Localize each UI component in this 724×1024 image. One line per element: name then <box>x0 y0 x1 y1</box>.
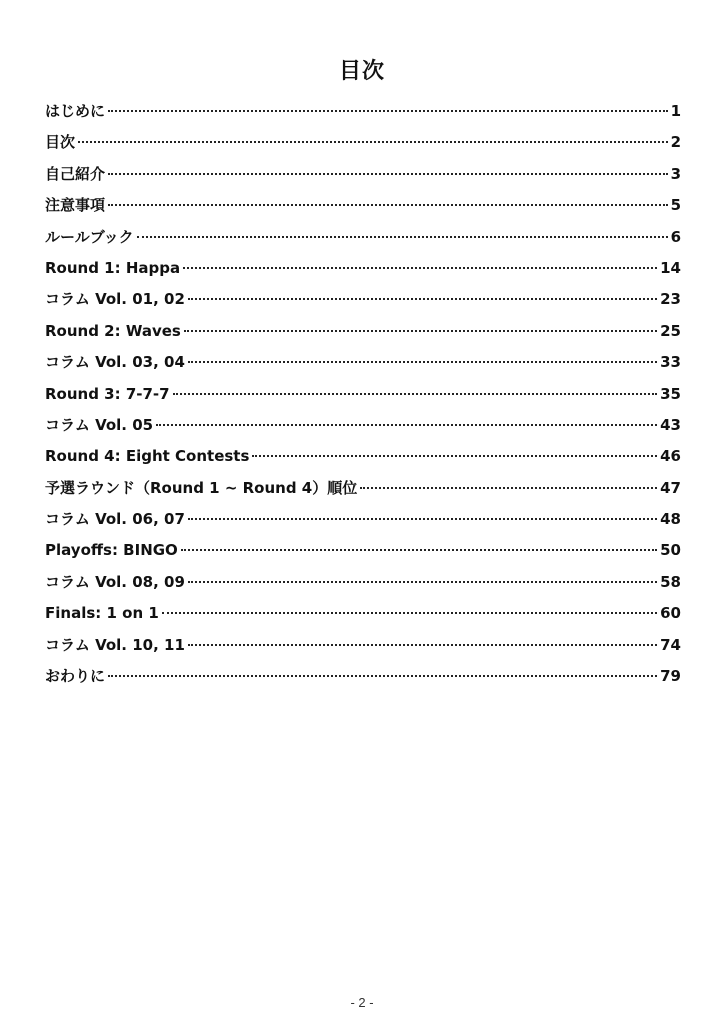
table-of-contents <box>45 96 681 692</box>
toc-entry-label: Round 3: 7-7-7 <box>45 384 170 403</box>
toc-entry-finals[interactable] <box>45 598 681 629</box>
toc-entry-page-number: 35 <box>660 384 681 403</box>
toc-entry-label: 予選ラウンド（Round 1 ~ Round 4）順位 <box>45 478 358 497</box>
toc-entry-column-06-07[interactable] <box>45 504 681 535</box>
toc-entry-round-4[interactable] <box>45 441 681 472</box>
toc-entry-label: コラム Vol. 10, 11 <box>45 635 185 654</box>
toc-entry-label: Round 2: Waves <box>45 321 181 340</box>
toc-entry-label: おわりに <box>45 667 106 686</box>
toc-entry-label: Playoffs: BINGO <box>45 541 178 560</box>
toc-entry-page-number: 46 <box>660 447 681 466</box>
toc-entry-page-number: 3 <box>670 164 681 183</box>
toc-entry-page-number: 74 <box>660 635 681 654</box>
toc-entry-label: Round 1: Happa <box>45 258 181 277</box>
toc-entry-round-3[interactable] <box>45 379 681 410</box>
dot-leader <box>252 455 657 457</box>
toc-entry-owarini[interactable] <box>45 661 681 692</box>
toc-entry-page-number: 2 <box>670 133 681 152</box>
toc-entry-label: 自己紹介 <box>45 164 106 183</box>
dot-leader <box>173 393 658 395</box>
toc-entry-label: Finals: 1 on 1 <box>45 604 159 623</box>
dot-leader <box>184 330 657 332</box>
toc-entry-column-10-11[interactable] <box>45 630 681 661</box>
toc-entry-page-number: 1 <box>670 102 681 120</box>
dot-leader <box>156 424 657 426</box>
toc-entry-column-03-04[interactable] <box>45 347 681 378</box>
dot-leader <box>108 204 668 206</box>
toc-entry-label: Round 4: Eight Contests <box>45 447 250 466</box>
toc-entry-page-number: 23 <box>660 290 681 309</box>
toc-entry-preliminary-ranking[interactable] <box>45 473 681 504</box>
toc-entry-notes[interactable] <box>45 190 681 221</box>
dot-leader <box>78 141 668 143</box>
dot-leader <box>183 267 657 269</box>
toc-entry-column-01-02[interactable] <box>45 284 681 315</box>
toc-entry-label: コラム Vol. 01, 02 <box>45 290 185 309</box>
toc-entry-page-number: 50 <box>660 541 681 560</box>
toc-entry-page-number: 25 <box>660 321 681 340</box>
dot-leader <box>188 298 657 300</box>
toc-entry-playoffs[interactable] <box>45 535 681 566</box>
toc-entry-label: 目次 <box>45 133 76 152</box>
toc-entry-label: コラム Vol. 03, 04 <box>45 353 185 372</box>
page-footer-number: - 2 - <box>350 995 374 1010</box>
dot-leader <box>188 644 657 646</box>
dot-leader <box>108 675 657 677</box>
dot-leader <box>360 487 657 489</box>
toc-entry-label: ルールブック <box>45 227 134 246</box>
toc-entry-page-number: 33 <box>660 353 681 372</box>
toc-entry-label: コラム Vol. 05 <box>45 415 154 434</box>
dot-leader <box>188 581 657 583</box>
toc-entry-self-introduction[interactable] <box>45 159 681 190</box>
toc-entry-page-number: 6 <box>670 227 681 246</box>
toc-entry-page-number: 5 <box>670 196 681 215</box>
toc-entry-page-number: 48 <box>660 510 681 529</box>
toc-entry-page-number: 79 <box>660 667 681 686</box>
toc-entry-page-number: 60 <box>660 604 681 623</box>
dot-leader <box>188 361 657 363</box>
toc-entry-column-08-09[interactable] <box>45 567 681 598</box>
toc-entry-page-number: 14 <box>660 258 681 277</box>
dot-leader <box>162 612 657 614</box>
toc-entry-label: はじめに <box>45 102 106 120</box>
toc-entry-label: コラム Vol. 08, 09 <box>45 572 185 591</box>
toc-entry-round-2[interactable] <box>45 316 681 347</box>
toc-entry-label: コラム Vol. 06, 07 <box>45 510 185 529</box>
toc-entry-mokuji[interactable] <box>45 127 681 158</box>
dot-leader <box>188 518 657 520</box>
dot-leader <box>108 173 668 175</box>
toc-entry-hajimeni[interactable] <box>45 96 681 127</box>
toc-entry-label: 注意事項 <box>45 196 106 215</box>
toc-entry-column-05[interactable] <box>45 410 681 441</box>
toc-entry-page-number: 47 <box>660 478 681 497</box>
dot-leader <box>137 236 668 238</box>
dot-leader <box>108 110 668 112</box>
dot-leader <box>181 549 657 551</box>
toc-entry-rulebook[interactable] <box>45 222 681 253</box>
toc-entry-page-number: 58 <box>660 572 681 591</box>
toc-entry-page-number: 43 <box>660 415 681 434</box>
page-title: 目次 <box>338 59 385 84</box>
toc-entry-round-1[interactable] <box>45 253 681 284</box>
